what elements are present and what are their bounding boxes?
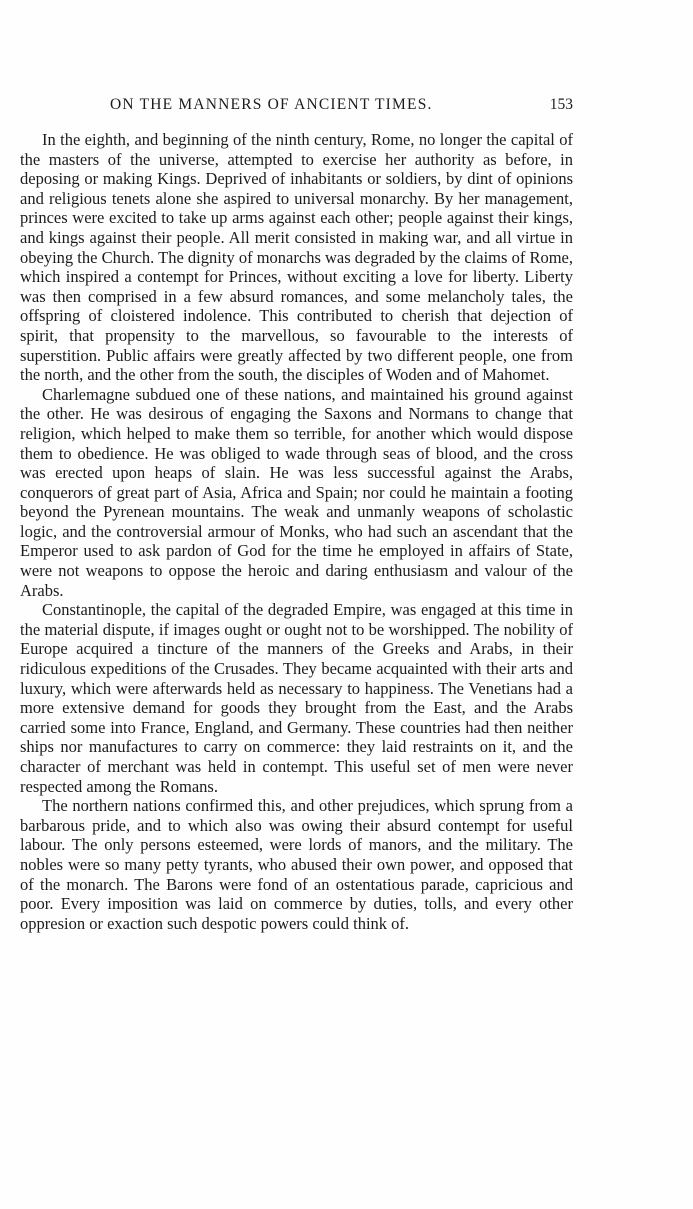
paragraph: The northern nations confirmed this, and other prejudices, which sprung from a barbarous pride, and to which also was owing their absurd contempt for useful labour. The only persons esteemed, were lords of manors, and the military. The nobles were so many petty tyrants, who abused their own power, and opposed that of the monarch. The Barons were fond of an ostentatious parade, capricious and poor. Every imposition was laid on commerce by duties, tolls, and every other oppresion or exaction such despotic powers could think of. [20,796,573,933]
paragraph: Constantinople, the capital of the degraded Empire, was engaged at this time in the material dispute, if images ought or ought not to be worshipped. The nobility of Europe acquired a tincture of the manners of the Greeks and Arabs, in their ridiculous expeditions of the Crusades. They became acquainted with their arts and luxury, which were afterwards held as necessary to happiness. The Venetians had a more extensive demand for goods they brought from the East, and the Arabs carried some into France, England, and Germany. These countries had then neither ships nor manufactures to carry on commerce: they laid restraints on it, and the character of merchant was held in contempt. This useful set of men were never respected among the Romans. [20,600,573,796]
paragraph: In the eighth, and beginning of the ninth century, Rome, no longer the capital of the masters of the universe, attempted to exercise her authority as before, in deposing or making Kings. Deprived of inhabitants or soldiers, by dint of opinions and religious tenets alone she aspired to universal monarchy. By her management, princes were excited to take up arms against each other; people against their kings, and kings against their people. All merit consisted in making war, and all virtue in obeying the Church. The dignity of monarchs was degraded by the claims of Rome, which inspired a contempt for Princes, without exciting a love for liberty. Liberty was then comprised in a few absurd romances, and some melancholy tales, the offspring of cloistered indolence. This contributed to cherish that dejection of spirit, that propensity to the marvellous, so favourable to the interests of superstition. Public affairs were greatly affected by two different people, one from the north, and the other from the south, the disciples of Woden and of Mahomet. [20,130,573,385]
page-number: 153 [549,96,573,113]
paragraph: Charlemagne subdued one of these nations, and maintained his ground against the other. He was desirous of engaging the Saxons and Normans to change that religion, which helped to make them so terrible, for another which would dispose them to obedience. He was obliged to wade through seas of blood, and the cross was erected upon heaps of slain. He was less successful against the Arabs, conquerors of great part of Asia, Africa and Spain; nor could he maintain a footing beyond the Pyrenean mountains. The weak and unmanly weapons of scholastic logic, and the controversial armour of Monks, who had such an ascendant that the Emperor used to ask pardon of God for the time he employed in affairs of State, were not weapons to oppose the heroic and daring enthusiasm and valour of the Arabs. [20,384,573,600]
running-head: ON THE MANNERS OF ANCIENT TIMES. [110,96,433,113]
body-text [20,130,573,933]
